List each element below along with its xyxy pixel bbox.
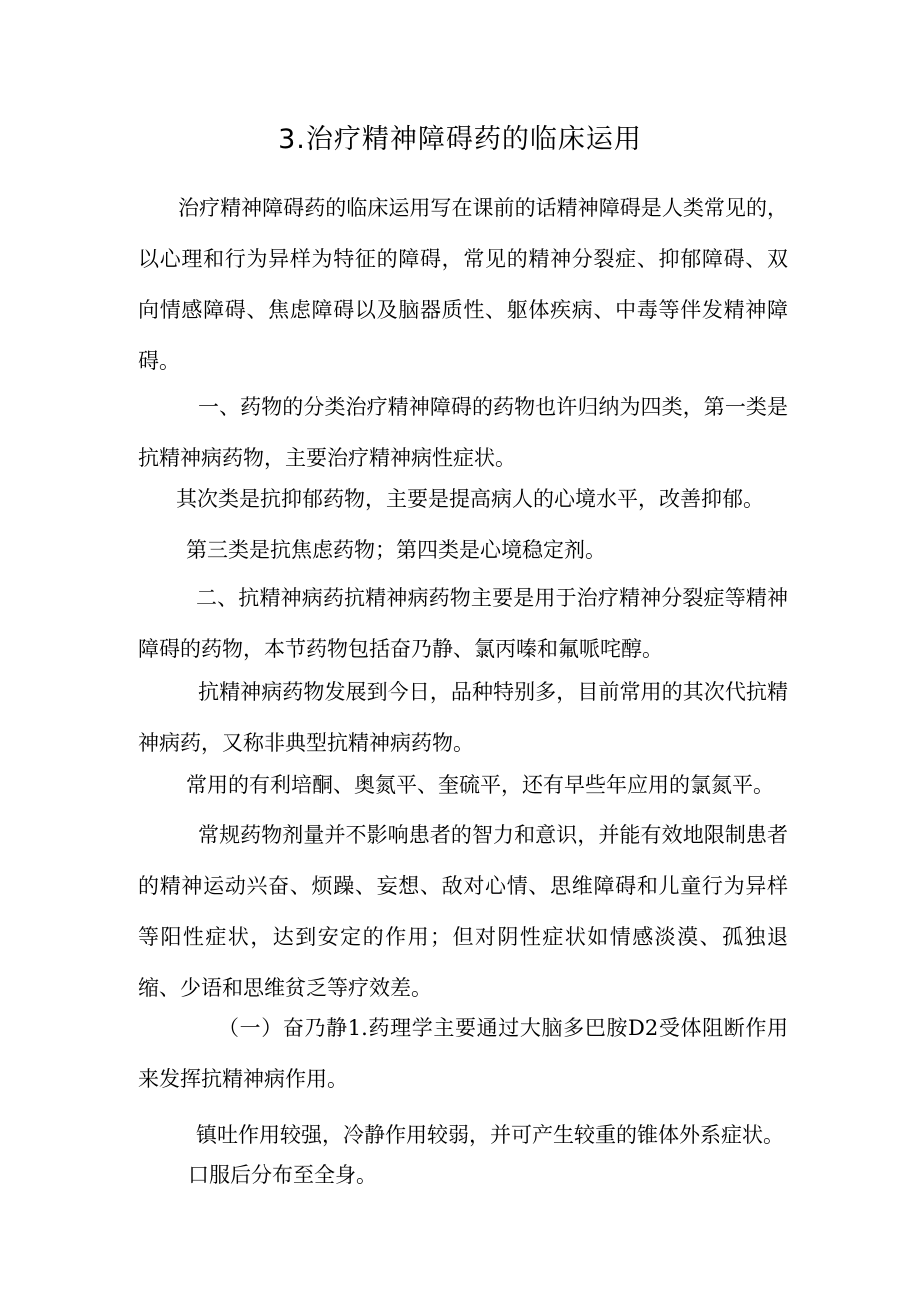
paragraph-distribution: 口服后分布至全身。 [188, 1163, 377, 1187]
paragraph-antiemetic: 镇吐作用较强，冷静作用较弱，并可产生较重的锥体外系症状。 [196, 1123, 784, 1147]
paragraph-second-generation: 抗精神病药物发展到今日，品种特别多，目前常用的其次代抗精神病药，又称非典型抗精神病药物。 [138, 680, 788, 755]
paragraph-antipsychotics: 二、抗精神病药抗精神病药物主要是用于治疗精神分裂症等精神障碍的药物，本节药物包括奋乃静、氯丙嗪和氟哌咤醇。 [138, 586, 788, 661]
paragraph-common-drugs: 常用的有利培酮、奥氮平、奎硫平，还有早些年应用的氯氮平。 [186, 773, 774, 797]
paragraph-antidepressants: 其次类是抗抑郁药物，主要是提高病人的心境水平，改善抑郁。 [176, 487, 764, 511]
paragraph-perphenazine: （一）奋乃静1.药理学主要通过大脑多巴胺D2受体阻断作用来发挥抗精神病作用。 [138, 1016, 788, 1091]
paragraph-drug-classification: 一、药物的分类治疗精神障碍的药物也许归纳为四类，第一类是抗精神病药物，主要治疗精神病性症状。 [138, 395, 788, 470]
paragraph-intro: 治疗精神障碍药的临床运用写在课前的话精神障碍是人类常见的，以心理和行为异样为特征的障碍，常见的精神分裂症、抑郁障碍、双向情感障碍、焦虑障碍以及脑器质性、躯体疾病、中毒等伴发精神障碍。 [138, 196, 788, 373]
document-title: 3.治疗精神障碍药的临床运用 [278, 124, 642, 155]
paragraph-anxiolytics: 第三类是抗焦虑药物；第四类是心境稳定剂。 [186, 538, 606, 562]
paragraph-effects: 常规药物剂量并不影响患者的智力和意识，并能有效地限制患者的精神运动兴奋、烦躁、妄想、敌对心情、思维障碍和儿童行为异样等阳性症状，达到安定的作用；但对阴性症状如情感淡漠、孤独退缩、少语和思维贫乏等疗效差。 [138, 823, 788, 1000]
